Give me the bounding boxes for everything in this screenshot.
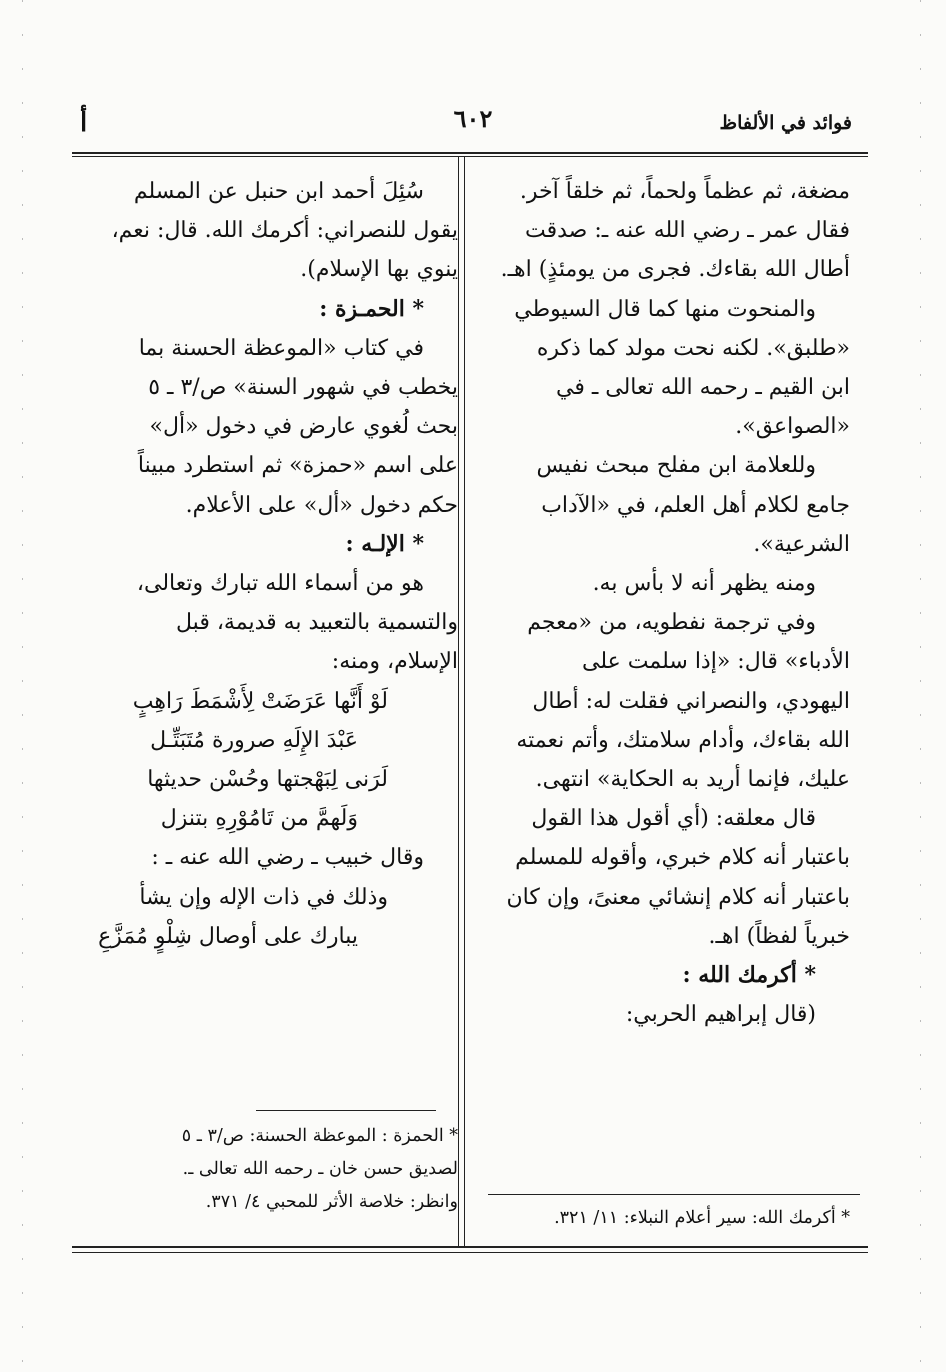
poem-line: وذلك في ذات الإله وإن يشأ — [139, 884, 388, 910]
text-line: خبرياً لفظاً) اهـ. — [708, 923, 850, 949]
section-heading: * الحمـزة : — [319, 295, 424, 322]
text-line: سُئِلَ أحمد ابن حنبل عن المسلم — [133, 179, 424, 204]
text-line: الإسلام، ومنه: — [331, 649, 458, 675]
footnote-rule — [488, 1194, 860, 1195]
footnote-line: لصديق حسن خان ـ رحمه الله تعالى ـ. — [182, 1159, 458, 1179]
text-line: «طلبق». لكنه نحت مولد كما ذكره — [536, 335, 850, 361]
footnote-line: وانظر: خلاصة الأثر للمحبي ٤/ ٣٧١. — [205, 1192, 458, 1212]
running-header-title: فوائد في الألفاظ — [719, 112, 852, 134]
section-heading: * الإلـه : — [345, 530, 424, 557]
text-line: حكم دخول «أل» على الأعلام. — [185, 492, 458, 518]
poem-line: يبارك على أوصال شِلْوٍ مُمَزَّعِ — [98, 923, 358, 949]
text-line: باعتبار أنه كلام خبري، وأقوله للمسلم — [515, 845, 850, 871]
text-line: ينوي بها الإسلام). — [300, 257, 458, 283]
text-line: فقال عمر ـ رضي الله عنه ـ: صدقت — [524, 218, 850, 244]
header-rule — [72, 156, 868, 157]
scan-dots — [920, 0, 921, 1372]
text-line: والتسمية بالتعبيد به قديمة، قبل — [176, 610, 458, 636]
text-line: قال معلقه: (أي أقول هذا القول — [531, 806, 816, 832]
poem-line: وَلَهمَّ من تَامُوْرِهِ بتنزل — [160, 806, 358, 832]
text-line: الله بقاءك، وأدام سلامتك، وأتم نعمته — [516, 727, 850, 753]
text-line: في كتاب «الموعظة الحسنة بما — [138, 335, 424, 361]
column-divider — [458, 156, 459, 1246]
text-line: ومنه يظهر أنه لا بأس به. — [592, 571, 816, 597]
left-footnote — [78, 1120, 458, 1219]
footer-rule — [72, 1252, 868, 1253]
text-line: وللعلامة ابن مفلح مبحث نفيس — [536, 453, 816, 479]
right-footnote: * أكرمك الله: سير أعلام النبلاء: ١١/ ٣٢١. — [554, 1208, 850, 1228]
poem-line: لَرَنى لِبَهْجتها وحُسْن حديثها — [147, 767, 388, 793]
text-line: يخطب في شهور السنة» ص/٣ ـ ٥ — [148, 375, 458, 401]
text-line: هو من أسماء الله تبارك وتعالى، — [136, 571, 424, 597]
poem-line: عَبْدَ الإِلَهِ صرورة مُتَبَتِّـل — [150, 727, 358, 753]
text-line: والمنحوت منها كما قال السيوطي — [514, 296, 816, 322]
text-line: وفي ترجمة نفطويه، من «معجم — [527, 610, 816, 636]
text-line: اليهودي، والنصراني فقلت له: أطال — [532, 688, 850, 714]
poem-line: لَوْ أَنَّها عَرَضَتْ لِأَشْمَطَ رَاهِبٍ — [132, 688, 388, 714]
text-line: أطال الله بقاءك. فجرى من يومئذٍ) اهـ. — [500, 257, 850, 283]
text-line: الشرعية». — [753, 531, 850, 557]
text-line: ابن القيم ـ رحمه الله تعالى ـ في — [555, 375, 850, 401]
text-line: على اسم «حمزة» ثم استطرد مبيناً — [137, 453, 458, 479]
text-line: «الصواعق». — [735, 414, 850, 440]
right-column — [482, 172, 850, 1034]
page-number: ٦٠٢ — [453, 104, 493, 133]
header-rule — [72, 152, 868, 154]
text-line: عليك، فإنما أريد به الحكاية» انتهى. — [535, 767, 850, 793]
text-line: جامع لكلام أهل العلم، في «الآداب — [541, 492, 850, 518]
text-line: مضغة، ثم عظماً ولحماً، ثم خلقاً آخر. — [519, 179, 850, 204]
text-line: يقول للنصراني: أكرمك الله. قال: نعم، — [111, 218, 458, 244]
page-mark: أ — [80, 108, 88, 138]
section-heading: * أكرمك الله : — [682, 962, 816, 989]
text-line: وقال خبيب ـ رضي الله عنه ـ : — [151, 845, 424, 871]
column-divider — [464, 156, 465, 1246]
footnote-line: * الحمزة : الموعظة الحسنة: ص/٣ ـ ٥ — [181, 1126, 458, 1146]
text-line: بحث لُغوي عارض في دخول «أل» — [149, 414, 458, 440]
left-column — [78, 172, 458, 956]
text-line: (قال إبراهيم الحربي: — [625, 1002, 816, 1028]
footnote-rule — [256, 1110, 436, 1111]
scan-dots — [22, 0, 23, 1372]
text-line: باعتبار أنه كلام إنشائي معنىً، وإن كان — [506, 884, 850, 910]
text-line: الأدباء» قال: «إذا سلمت على — [582, 649, 850, 675]
footer-rule — [72, 1246, 868, 1248]
